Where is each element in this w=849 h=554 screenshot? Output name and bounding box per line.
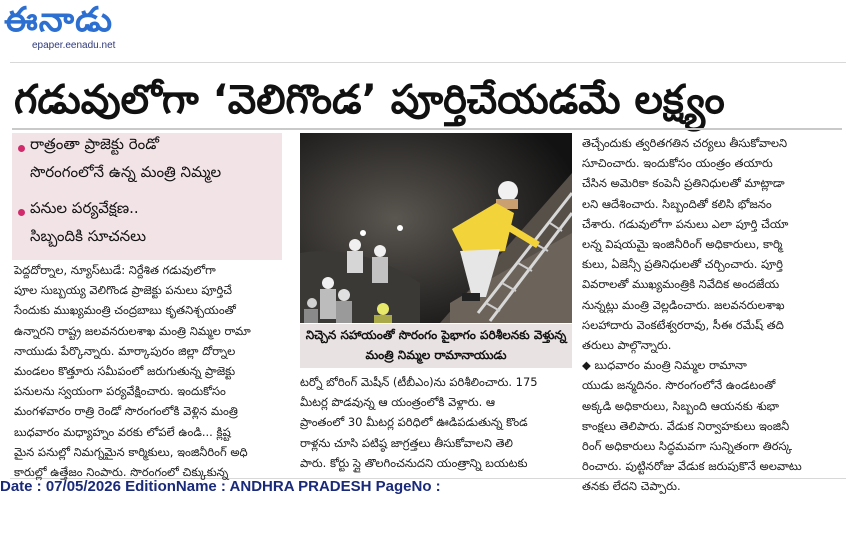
tunnel-photo-image	[300, 133, 572, 323]
text-line: టర్నో బోరింగ్ మెషీన్ (టీబీఎం)ను పరిశీలించారు. 175	[300, 375, 538, 389]
headline: గడువులోగా ‘వెలిగొండ’ పూర్తిచేయడమే లక్ష్యం	[14, 77, 725, 123]
tunnel-photo	[300, 133, 572, 323]
subhead-2-line-1: పనుల పర్యవేక్షణ..	[30, 199, 139, 217]
text-line: చేసిన అమెరికా కంపెనీ ప్రతినిధులతో మాట్లాడా	[582, 176, 785, 191]
subhead-1-line-2: సొరంగంలోనే ఉన్న మంత్రి నిమ్మల	[30, 163, 222, 181]
text-line: కులు, ఏజెన్సీ ప్రతినిధులతో చర్చించారు. పూర్తి	[582, 257, 783, 272]
text-line: ◆ బుధవారం మంత్రి నిమ్మల రామానా	[582, 358, 747, 373]
edition-dateline: Date : 07/05/2026 EditionName : ANDHRA PRADESH PageNo :	[0, 478, 441, 495]
site-url: epaper.eenadu.net	[32, 40, 116, 51]
text-line: పూల సుబ్బయ్య వెలిగొండ ప్రాజెక్టు పనులు పూర్తిచే	[14, 283, 233, 298]
text-line: అక్కడి అధికారులు, సిబ్బంది ఆయనకు శుభా	[582, 398, 779, 413]
text-line: ప్రాంతంలో 30 మీటర్ల పరిధిలో ఊడిపడుతున్న కొండ	[300, 415, 528, 430]
text-line: సలహాదారు వెంకటేశ్వరరావు, సీఈ రమేష్ తది	[582, 317, 784, 332]
bullet-icon	[18, 145, 25, 152]
text-line: ఉన్నారని రాష్ట్ర జలవనరులశాఖ మంత్రి నిమ్మల రామా	[14, 323, 251, 338]
text-line: తరులు పాల్గొన్నారు.	[582, 338, 672, 353]
text-line: రించారు. పుట్టినరోజు వేడుక జరుపుకొనే అలవాటు	[582, 459, 802, 474]
masthead-logo[interactable]	[4, 2, 154, 50]
logo-text: ఈనాడు	[4, 0, 114, 40]
text-line: నాయుడు పేర్కొన్నారు. మార్కాపురం జిల్లా దోర్నాల	[14, 343, 236, 358]
text-line: రింగ్ అధికారులు సిద్ధమవగా సున్నితంగా తిరస్క	[582, 439, 793, 454]
bullet-icon	[18, 209, 25, 216]
subhead-1-line-1: రాత్రంతా ప్రాజెక్టు రెండో	[30, 135, 159, 153]
photo-caption	[300, 324, 572, 368]
text-line: చేశారు. గడువులోగా పనులు ఎలా పూర్తి చేయా	[582, 216, 789, 231]
text-line: తనకు లేదని చెప్పారు.	[582, 479, 681, 494]
text-line: సేందుకు ముఖ్యమంత్రి చంద్రబాబు కృతనిశ్చయంతో	[14, 303, 236, 318]
text-line: పనులను స్వయంగా పర్యవేక్షించారు. ఇందుకోసం	[14, 384, 226, 399]
caption-line-2: మంత్రి నిమ్మల రామానాయుడు	[365, 348, 507, 362]
text-line: పారు. కోర్టు స్లై తొలగించనుదని యంత్రాన్ని బయటకు	[300, 455, 528, 470]
text-line: కాంక్షలు తెలిపారు. వేడుక నిర్వాహకులు ఇంజినీ	[582, 418, 790, 433]
text-line: నున్నట్లు మంత్రి వెల్లడించారు. జలవనరులశాఖ	[582, 297, 785, 312]
text-line: యుడు జన్మదినం. సొరంగంలోనే ఉండటంతో	[582, 378, 776, 393]
text-line: మీటర్ల పొడవున్న ఆ యంత్రంలోకి వెళ్లారు. ఆ	[300, 395, 496, 410]
text-line: రాళ్లను చూసి పటిష్ఠ జాగ్రత్తలు తీసుకోవాలని తెలి	[300, 435, 513, 450]
text-line: మైన పనుల్లో నిమగ్నమైన కార్మికులు, ఇంజినీరింగ్ అధి	[14, 444, 248, 459]
text-line: బుధవారం మధ్యాహ్నం వరకు లోపలే ఉండి... క్లిష్ట	[14, 424, 231, 439]
text-line: తెచ్చేందుకు త్వరితగతిన చర్యలు తీసుకోవాలని	[582, 136, 788, 150]
article-column-1	[14, 260, 294, 482]
text-line: సూచించారు. ఇందుకోసం యంత్రం తయారు	[582, 156, 773, 171]
text-line: కారుల్లో ఉత్తేజం నింపారు. సొరంగంలో చిక్కుకున్న	[14, 465, 229, 480]
headline-divider	[12, 128, 842, 130]
text-line: మండలం కొత్తూరు సమీపంలో జరుగుతున్న ప్రాజెక్టు	[14, 364, 236, 379]
article-column-2	[300, 372, 572, 473]
text-line: పెద్దదోర్నాల, న్యూస్‌టుడే: నిర్దేశిత గడువులోగా	[14, 263, 216, 277]
text-line: లన్న విషయమై ఇంజినీరింగ్ అధికారులు, కార్మి	[582, 237, 783, 252]
article-column-3	[582, 133, 844, 497]
text-line: మంగళవారం రాత్రి రెండో సొరంగంలోకి వెళ్లిన మంత్రి	[14, 404, 238, 419]
subhead-2-line-2: సిబ్బందికి సూచనలు	[30, 227, 147, 245]
text-line: వివరాలతో ముఖ్యమంత్రికి నివేదిక అందజేయ	[582, 277, 780, 292]
caption-line-1: నిచ్చెన సహాయంతో సొరంగం పైభాగం పరిశీలనకు వెళ్తున్న	[305, 328, 567, 342]
subheads-box	[12, 133, 282, 260]
text-line: లని ఆదేశించారు. సిబ్బందితో కలిసి భోజనం	[582, 196, 772, 211]
